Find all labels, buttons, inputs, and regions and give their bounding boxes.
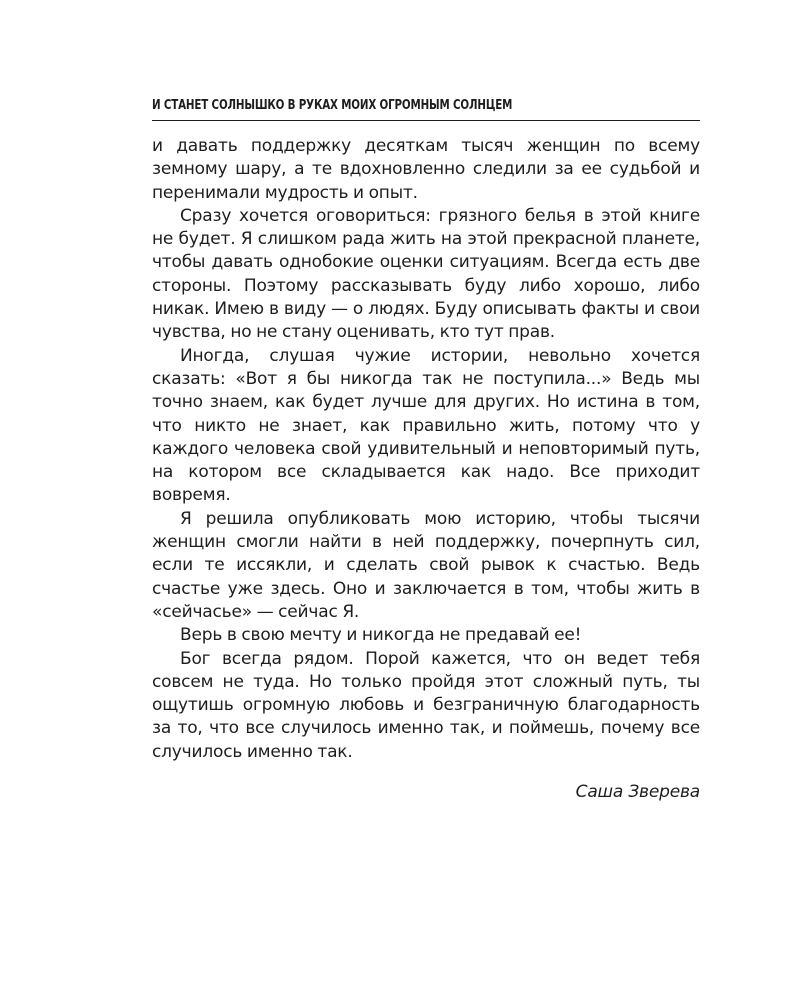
paragraph-6: Бог всегда рядом. Порой кажется, что он ведет тебя совсем не туда. Но только пройдя этот сложный путь, ты ощутишь огромную любовь и безграничную благодарность за то, что все случилось именно так, и поймешь, почему все случилось именно так. — [152, 648, 700, 762]
paragraph-5: Верь в свою мечту и никогда не предавай ее! — [180, 625, 582, 646]
paragraph-4: Я решила опубликовать мою историю, чтобы тысячи женщин смогли найти в ней поддержку, почерпнуть сил, если те иссякли, и сделать свой рывок к счастью. Ведь счастье уже здесь. Оно и заключается в том, чтобы жить в «сейчасье» — сейчас Я. — [152, 508, 700, 622]
header-rule — [152, 120, 700, 121]
author-signature: Саша Зверева — [575, 782, 700, 803]
paragraph-3: Иногда, слушая чужие истории, невольно хочется сказать: «Вот я бы никогда так не поступила...» Ведь мы точно знаем, как будет лучше для других. Но истина в том, что никто не знает, как правильно жить, потому что у каждого человека свой удивительный и неповторимый путь, на котором все складывается как надо. Все приходит вовремя. — [152, 345, 700, 506]
paragraph-1: и давать поддержку десяткам тысяч женщин по всему земному шару, а те вдохновленно следили за ее судьбой и перенимали мудрость и опыт. — [152, 136, 700, 203]
book-page — [152, 96, 700, 804]
paragraph-2: Сразу хочется оговориться: грязного белья в этой книге не будет. Я слишком рада жить на этой прекрасной планете, чтобы давать однобокие оценки ситуациям. Всегда есть две стороны. Поэтому рассказывать буду либо хорошо, либо никак. Имею в виду — о людях. Буду описывать факты и свои чувства, но не стану оценивать, кто тут прав. — [152, 205, 700, 343]
body-text — [152, 135, 700, 764]
running-header: И СТАНЕТ СОЛНЫШКО В РУКАХ МОИХ ОГРОМНЫМ СОЛНЦЕМ — [152, 98, 513, 113]
